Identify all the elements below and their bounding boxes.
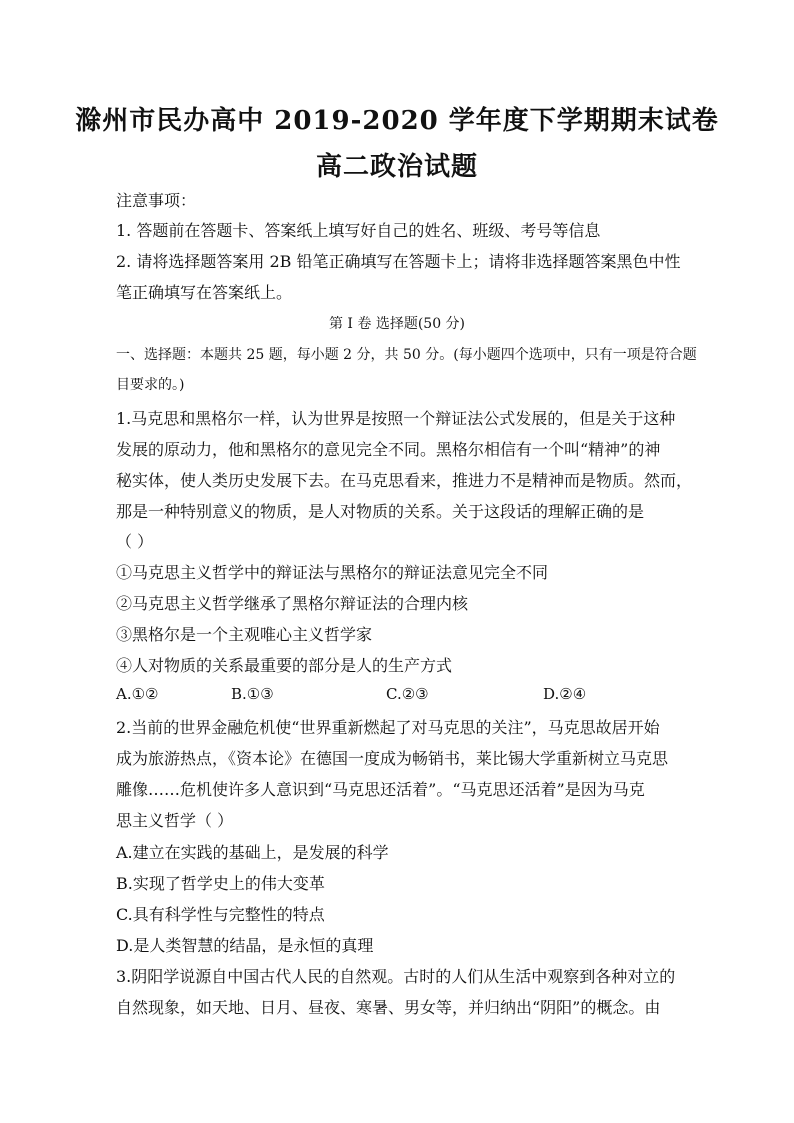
q2-option-c: C.具有科学性与完整性的特点 (116, 905, 325, 924)
q1-statement-2: ②马克思主义哲学继承了黑格尔辩证法的合理内核 (116, 594, 469, 613)
q2-stem-line-4: 思主义哲学（ ） (116, 811, 234, 830)
q1-statement-1: ①马克思主义哲学中的辩证法与黑格尔的辩证法意见完全不同 (116, 563, 549, 582)
q1-stem-line-3: 秘实体，使人类历史发展下去。在马克思看来，推进力不是精神而是物质。然而， (116, 471, 693, 490)
q2-stem-line-2: 成为旅游热点，《资本论》在德国一度成为畅销书，莱比锡大学重新树立马克思 (116, 749, 669, 768)
q1-option-c: C.②③ (386, 685, 429, 703)
section-instruction-line-2: 目要求的。) (116, 377, 185, 393)
section-title: 第 I 卷 选择题(50 分) (328, 316, 466, 332)
exam-title: 滁州市民办高中 2019-2020 学年度下学期期末试卷 (75, 106, 719, 136)
notice-heading: 注意事项： (116, 191, 197, 210)
q1-statement-3: ③黑格尔是一个主观唯心主义哲学家 (116, 625, 373, 644)
q1-option-d: D.②④ (543, 685, 587, 703)
q1-option-b: B.①③ (231, 685, 274, 703)
notice-item-2-line-1: 2. 请将选择题答案用 2B 铅笔正确填写在答题卡上；请将非选择题答案黑色中性 (116, 252, 681, 271)
q2-option-d: D.是人类智慧的结晶，是永恒的真理 (116, 936, 374, 955)
q1-stem-line-4: 那是一种特别意义的物质，是人对物质的关系。关于这段话的理解正确的是 (116, 502, 645, 521)
q3-stem-line-1: 3.阴阳学说源自中国古代人民的自然观。古时的人们从生活中观察到各种对立的 (116, 967, 676, 986)
exam-subtitle: 高二政治试题 (315, 152, 478, 182)
q2-stem-line-3: 雕像……危机使许多人意识到“马克思还活着”。“马克思还活着”是因为马克 (116, 780, 645, 799)
q1-option-a: A.①② (116, 685, 159, 703)
q1-answer-blank: （ ） (116, 532, 154, 551)
q1-statement-4: ④人对物质的关系最重要的部分是人的生产方式 (116, 656, 453, 675)
q2-option-a: A.建立在实践的基础上，是发展的科学 (116, 843, 389, 862)
q2-option-b: B.实现了哲学史上的伟大变革 (116, 874, 325, 893)
notice-item-2-line-2: 笔正确填写在答案纸上。 (116, 283, 293, 302)
notice-item-1: 1. 答题前在答题卡、答案纸上填写好自己的姓名、班级、考号等信息 (116, 221, 601, 240)
q1-stem-line-1: 1.马克思和黑格尔一样，认为世界是按照一个辩证法公式发展的，但是关于这种 (116, 409, 676, 428)
q3-stem-line-2: 自然现象，如天地、日月、昼夜、寒暑、男女等，并归纳出“阴阳”的概念。由 (116, 998, 661, 1017)
q1-stem-line-2: 发展的原动力，他和黑格尔的意见完全不同。黑格尔相信有一个叫“精神”的神 (116, 440, 661, 459)
q2-stem-line-1: 2.当前的世界金融危机使“世界重新燃起了对马克思的关注”，马克思故居开始 (116, 718, 660, 737)
section-instruction-line-1: 一、选择题：本题共 25 题，每小题 2 分，共 50 分。(每小题四个选项中，只有一项是符合题 (116, 347, 697, 363)
